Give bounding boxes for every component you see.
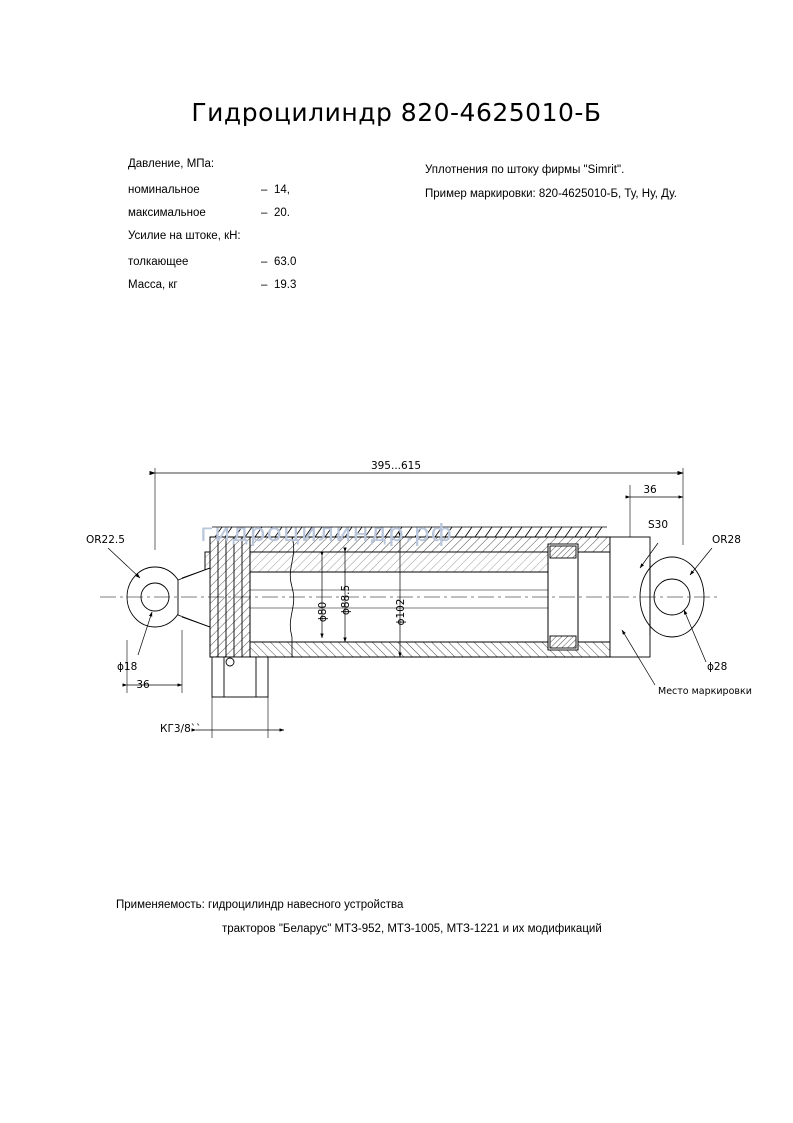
spec-row-pushing xyxy=(128,256,378,279)
dim-tube-102: ϕ102 xyxy=(395,598,407,626)
dim-rod-80: ϕ80 xyxy=(317,601,329,623)
spec-label-nominal: номинальное xyxy=(128,184,200,196)
spec-label-pushing: толкающее xyxy=(128,256,189,268)
dim-left-ring: ОR22.5 xyxy=(86,534,125,546)
specs-right-block xyxy=(425,158,765,206)
dim-right-pin: ϕ28 xyxy=(707,661,728,673)
spec-row-nominal xyxy=(128,184,378,207)
spec-value-pushing: 63.0 xyxy=(274,256,297,268)
spec-label-maximal: максимальное xyxy=(128,207,206,219)
dim-wrench-flat: S30 xyxy=(648,519,669,531)
dim-bore-88: ϕ88.5 xyxy=(340,584,352,616)
force-header: Усилие на штоке, кН: xyxy=(128,230,241,242)
spec-dash-nominal: – xyxy=(261,184,268,196)
marking-example: Пример маркировки: 820-4625010-Б, Ту, Ну, Ду. xyxy=(425,188,677,200)
spec-dash-pushing: – xyxy=(261,256,268,268)
watermark: гидроцилиндр.рф xyxy=(200,518,454,547)
spec-row-mass xyxy=(128,279,378,302)
footer-line-1: Применяемость: гидроцилиндр навесного устройства xyxy=(116,899,404,911)
spec-row-maximal xyxy=(128,207,378,230)
spec-value-mass: 19.3 xyxy=(274,279,297,291)
pressure-header: Давление, МПа: xyxy=(128,158,215,170)
page-title: Гидроцилиндр 820-4625010-Б xyxy=(191,98,602,127)
seals-note: Уплотнения по штоку фирмы "Simrit". xyxy=(425,164,625,176)
dim-right-ring: ОR28 xyxy=(712,534,741,546)
specs-left-block xyxy=(128,158,378,302)
technical-drawing xyxy=(0,440,793,780)
spec-value-nominal: 14, xyxy=(274,184,290,196)
dim-left-pin: ϕ18 xyxy=(117,661,138,673)
spec-dash-mass: – xyxy=(261,279,268,291)
spec-value-maximal: 20. xyxy=(274,207,290,219)
dim-rod-thread: КГ3/8`` xyxy=(160,723,202,735)
dim-right-eye: 36 xyxy=(643,484,657,496)
spec-label-mass: Масса, кг xyxy=(128,279,178,291)
label-marking-place: Место маркировки xyxy=(658,686,752,697)
dim-left-eye: 36 xyxy=(136,679,150,691)
spec-dash-maximal: – xyxy=(261,207,268,219)
footer-line-2: тракторов "Беларус" МТЗ-952, МТЗ-1005, МТЗ-1221 и их модификаций xyxy=(222,923,602,935)
dim-overall-length: 395...615 xyxy=(370,460,422,472)
